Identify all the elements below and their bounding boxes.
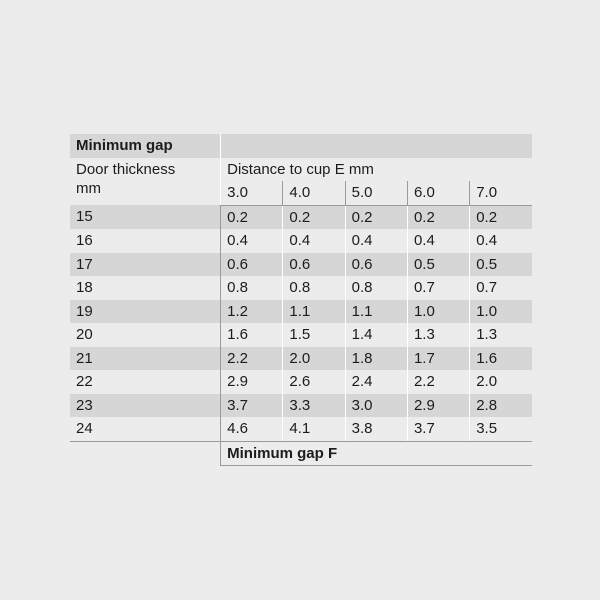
- door-thickness-cell: 24: [70, 417, 221, 441]
- door-thickness-cell: 17: [70, 253, 221, 277]
- gap-value-cell: 2.9: [407, 394, 469, 418]
- column-header: 7.0: [470, 181, 532, 205]
- gap-value-cell: 0.7: [470, 276, 532, 300]
- table-row: [70, 229, 532, 253]
- table-row: [70, 347, 532, 371]
- gap-value-cell: 3.7: [407, 417, 469, 441]
- gap-value-cell: 1.1: [345, 300, 407, 324]
- gap-value-cell: 0.6: [345, 253, 407, 277]
- gap-value-cell: 0.2: [470, 205, 532, 229]
- gap-value-cell: 1.6: [470, 347, 532, 371]
- gap-value-cell: 1.1: [283, 300, 345, 324]
- gap-value-cell: 0.6: [221, 253, 283, 277]
- gap-value-cell: 3.5: [470, 417, 532, 441]
- gap-value-cell: 0.2: [221, 205, 283, 229]
- table-title: Minimum gap: [70, 134, 221, 158]
- door-thickness-cell: 22: [76, 373, 93, 390]
- gap-value-cell: 0.2: [407, 205, 469, 229]
- gap-value-cell: 4.6: [221, 417, 283, 441]
- gap-value-cell: 3.3: [283, 394, 345, 418]
- gap-value-cell: 0.2: [345, 205, 407, 229]
- gap-value-cell: 2.2: [221, 347, 283, 371]
- title-fill: [221, 134, 532, 158]
- gap-value-cell: 0.5: [407, 253, 469, 277]
- gap-value-cell: 0.8: [345, 276, 407, 300]
- footer-row: [70, 441, 532, 466]
- gap-value-cell: 2.0: [283, 347, 345, 371]
- gap-value-cell: 2.2: [407, 370, 469, 394]
- gap-value-cell: 1.5: [283, 323, 345, 347]
- door-thickness-cell: 18: [76, 279, 93, 296]
- row-header-line1: Door thickness: [76, 160, 176, 178]
- gap-value-cell: 2.0: [470, 370, 532, 394]
- gap-value-cell: 2.6: [283, 370, 345, 394]
- table-row: [70, 370, 532, 394]
- gap-value-cell: 0.4: [470, 229, 532, 253]
- header-row: [70, 158, 532, 182]
- table-row: [70, 394, 532, 418]
- door-thickness-cell: 21: [70, 347, 221, 371]
- gap-value-cell: 1.3: [407, 323, 469, 347]
- table-row: [70, 205, 532, 229]
- column-header: 5.0: [345, 181, 407, 205]
- gap-value-cell: 0.6: [283, 253, 345, 277]
- minimum-gap-table: [70, 134, 532, 466]
- gap-value-cell: 1.7: [407, 347, 469, 371]
- gap-value-cell: 3.8: [345, 417, 407, 441]
- door-thickness-cell: 20: [76, 326, 93, 343]
- column-group-label: Distance to cup E mm: [221, 158, 532, 182]
- column-header: 6.0: [407, 181, 469, 205]
- gap-value-cell: 0.4: [345, 229, 407, 253]
- door-thickness-cell: 15: [70, 205, 221, 229]
- gap-value-cell: 1.4: [345, 323, 407, 347]
- footer-label: Minimum gap F: [221, 441, 532, 466]
- column-header: 4.0: [283, 181, 345, 205]
- table-row: [70, 417, 532, 441]
- gap-value-cell: 3.0: [345, 394, 407, 418]
- gap-value-cell: 1.0: [407, 300, 469, 324]
- title-row: [70, 134, 532, 158]
- gap-value-cell: 0.4: [283, 229, 345, 253]
- gap-value-cell: 0.5: [470, 253, 532, 277]
- door-thickness-cell: 16: [76, 232, 93, 249]
- gap-value-cell: 0.2: [283, 205, 345, 229]
- gap-value-cell: 4.1: [283, 417, 345, 441]
- gap-value-cell: 0.8: [221, 276, 283, 300]
- gap-value-cell: 2.9: [221, 370, 283, 394]
- table-row: [70, 300, 532, 324]
- door-thickness-cell: 19: [70, 300, 221, 324]
- gap-value-cell: 0.7: [407, 276, 469, 300]
- gap-value-cell: 1.8: [345, 347, 407, 371]
- table-row: [70, 276, 532, 300]
- gap-value-cell: 1.6: [221, 323, 283, 347]
- gap-value-cell: 2.4: [345, 370, 407, 394]
- gap-value-cell: 1.0: [470, 300, 532, 324]
- column-header: 3.0: [221, 181, 283, 205]
- footer-blank: [70, 441, 221, 466]
- gap-value-cell: 1.3: [470, 323, 532, 347]
- gap-value-cell: 1.2: [221, 300, 283, 324]
- gap-value-cell: 2.8: [470, 394, 532, 418]
- row-header-line2: mm: [76, 179, 101, 197]
- gap-value-cell: 3.7: [221, 394, 283, 418]
- gap-value-cell: 0.8: [283, 276, 345, 300]
- row-header: [70, 158, 221, 206]
- gap-value-cell: 0.4: [221, 229, 283, 253]
- table-row: [70, 253, 532, 277]
- table-row: [70, 323, 532, 347]
- gap-value-cell: 0.4: [407, 229, 469, 253]
- door-thickness-cell: 23: [70, 394, 221, 418]
